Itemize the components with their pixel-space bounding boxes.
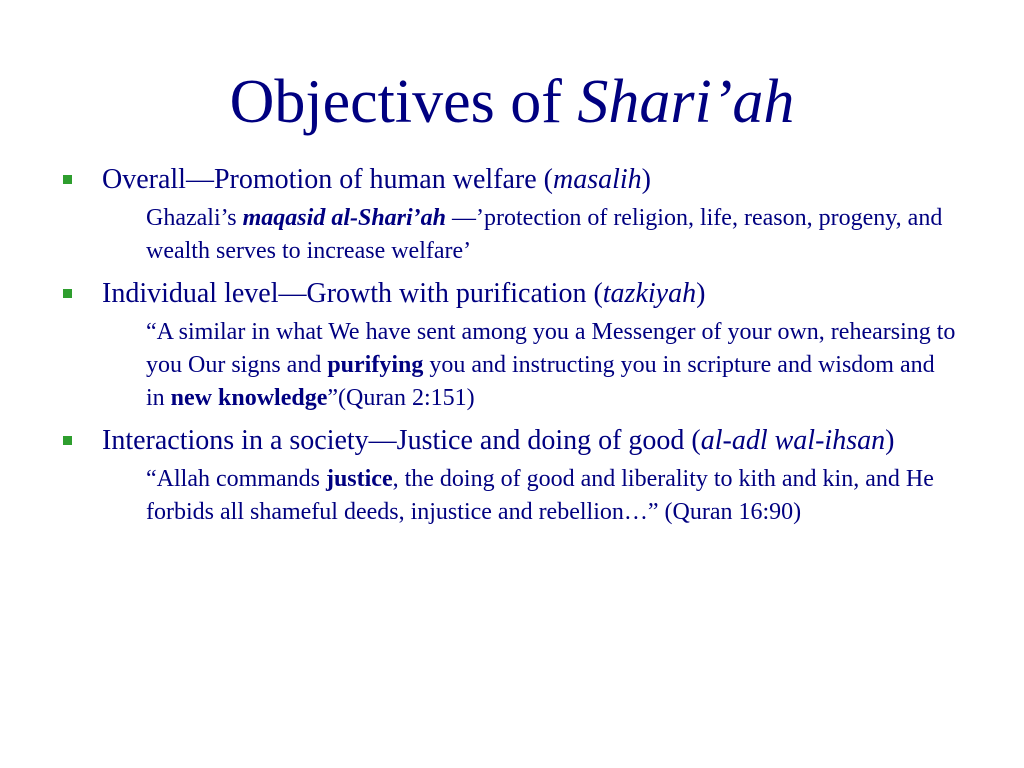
text-run: you and instructing you in scripture and wisdom and in: [146, 352, 935, 411]
slide-title: [0, 62, 1024, 142]
title-text: Objectives of: [229, 68, 578, 136]
term-italic: tazkiyah: [602, 278, 697, 309]
text-run: Ghazali’s: [146, 205, 243, 231]
text-run: ): [641, 164, 651, 195]
bullet-l1-individual: [58, 276, 958, 312]
term-italic: al-adl wal-ihsan: [700, 425, 886, 456]
text-run: ): [696, 278, 706, 309]
text-run: ): [885, 425, 895, 456]
subpoint-ghazali: [58, 202, 958, 268]
bullet-l1-society: [58, 423, 958, 459]
text-run: “Allah commands: [146, 466, 326, 492]
text-run: —’protection of religion, life, reason, progeny, and wealth serves to increase welfare’: [146, 205, 943, 264]
subpoint-quran-16-90: [58, 463, 958, 529]
square-bullet-icon: [63, 289, 72, 298]
title-italic: Shari’ah: [577, 68, 795, 136]
term-bold: purifying: [327, 352, 424, 378]
text-run: ”(Quran 2:151): [327, 385, 475, 411]
term-italic: masalih: [552, 164, 642, 195]
bullet-individual: [58, 276, 958, 415]
bullet-overall: [58, 162, 958, 268]
square-bullet-icon: [63, 436, 72, 445]
subpoint-quran-2-151: [58, 316, 958, 415]
text-run: Overall—Promotion of human welfare (: [102, 164, 553, 195]
text-run: “A similar in what We have sent among you a Messenger of your own, rehearsing to you Our signs and: [146, 319, 956, 378]
term-bold: justice: [325, 466, 393, 492]
bullet-society: [58, 423, 958, 529]
text-run: , the doing of good and liberality to kith and kin, and He forbids all shameful deeds, injustice and rebellion…” (Quran 16:90): [146, 466, 934, 525]
term-bold: new knowledge: [170, 385, 328, 411]
bullet-l1-overall: [58, 162, 958, 198]
text-run: Interactions in a society—Justice and doing of good (: [102, 425, 701, 456]
square-bullet-icon: [63, 175, 72, 184]
text-run: Individual level—Growth with purification (: [102, 278, 603, 309]
slide-body: [58, 162, 958, 529]
term-bold-italic: maqasid al-Shari’ah: [242, 205, 447, 231]
